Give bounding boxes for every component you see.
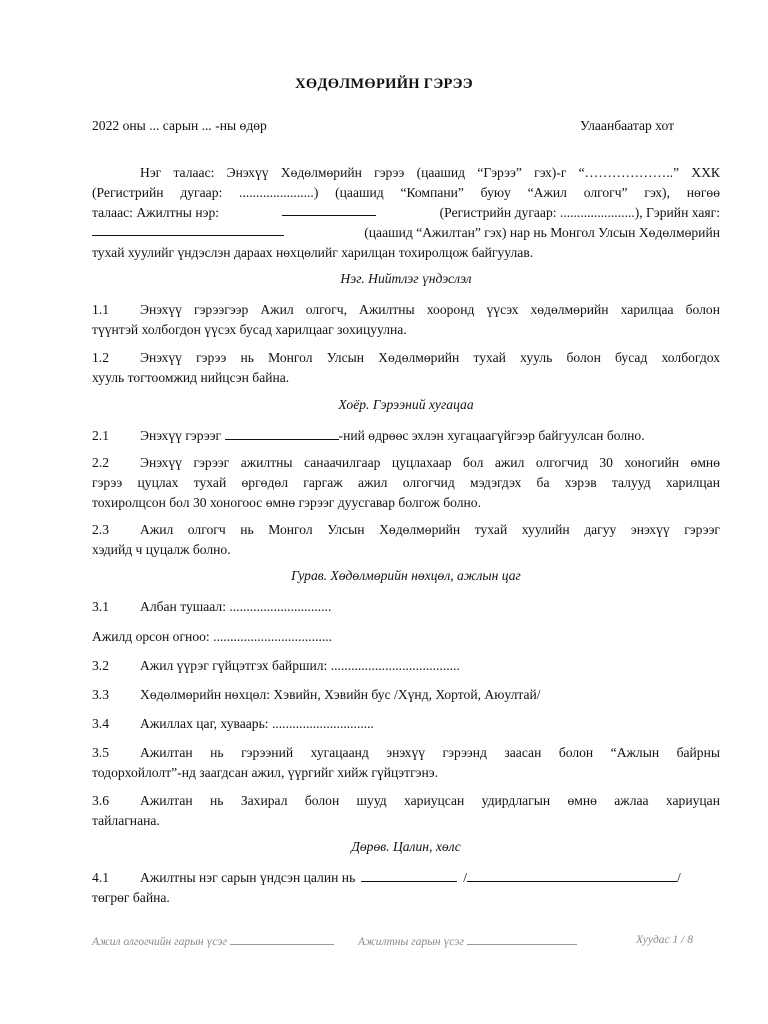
clause-3-2	[92, 656, 720, 676]
clause-text: гэрээ цуцлах тухай өргөдөл гаргаж ажил олгогчид мэдэгдэх ба хэрэв талууд харилцан	[92, 475, 720, 490]
clause-3-1	[92, 597, 720, 617]
clause-number: 1.1	[92, 302, 109, 317]
clause-text: тодорхойлолт”-нд заагдсан ажил, үүргийг хийж гүйцэтгэнэ.	[92, 765, 438, 780]
clause-number: 3.4	[92, 716, 109, 731]
employer-signature-blank[interactable]	[230, 934, 334, 945]
clause-text: Энэхүү гэрээг	[140, 428, 222, 443]
clause-text: түүнтэй холбогдон үүсэх бусад харилцааг зохицуулна.	[92, 322, 407, 337]
employee-register-address: (Регистрийн дугаар: ......................), Гэрийн хаяг:	[439, 205, 720, 220]
clause-2-2	[92, 453, 720, 513]
employer-signature-label: Ажил олгогчийн гарын үсэг	[92, 936, 227, 948]
hire-date-field[interactable]: Ажилд орсон огноо: ...................................	[92, 629, 333, 644]
clause-number: 2.2	[92, 455, 109, 470]
clause-number: 2.3	[92, 522, 109, 537]
clause-text: төгрөг байна.	[92, 890, 170, 905]
clause-number: 3.1	[92, 599, 109, 614]
work-location-field[interactable]: Ажил үүрэг гүйцэтгэх байршил: ......................................	[140, 658, 460, 673]
clause-number: 2.1	[92, 428, 109, 443]
section-4-heading: Дөрөв. Цалин, хөлс	[351, 839, 461, 854]
clause-text: хууль тогтоомжид нийцсэн байна.	[92, 370, 290, 385]
intro-line-4	[92, 223, 720, 243]
clause-text: Ажилтан нь Захирал болон шууд хариуцсан удирдлагын өмнө ажлаа хариуцан	[140, 793, 720, 808]
clause-text: тохиролцсон бол 30 хоногоос өмнө гэрээг дуусгавар болгож болно.	[92, 495, 481, 510]
employee-signature-label: Ажилтны гарын үсэг	[358, 936, 464, 948]
contract-date: 2022 оны ... сарын ... -ны өдөр	[92, 118, 267, 133]
start-date-blank[interactable]	[225, 427, 339, 440]
clause-number: 3.2	[92, 658, 109, 673]
clause-text: Энэхүү гэрээг ажилтны санаачилгаар цуцлахаар бол ажил олгогчид 30 хоногийн өмнө	[140, 455, 720, 470]
clause-3-5	[92, 743, 720, 783]
clause-1-2	[92, 348, 720, 388]
intro-line-1: Нэг талаас: Энэхүү Хөдөлмөрийн гэрээ (цаашид “Гэрээ” гэх)-г “………………..” ХХК	[140, 165, 720, 180]
work-conditions-text: Хөдөлмөрийн нөхцөл: Хэвийн, Хэвийн бус /Хүнд, Хортой, Аюултай/	[140, 687, 541, 702]
clause-3-6	[92, 791, 720, 831]
intro-line-2: (Регистрийн дугаар: ......................) (цаашид “Компани” буюу “Ажил олгогч” гэх), нөгөө	[92, 185, 720, 200]
employee-name-blank[interactable]	[282, 203, 376, 216]
address-blank[interactable]	[92, 223, 284, 236]
clause-text: Ажилтны нэг сарын үндсэн цалин нь	[140, 870, 356, 885]
section-1-heading: Нэг. Нийтлэг үндэслэл	[340, 271, 472, 286]
clause-number: 1.2	[92, 350, 109, 365]
clause-4-1	[92, 868, 720, 908]
clause-2-1	[92, 426, 720, 446]
page-number: Хуудас 1 / 8	[636, 934, 693, 946]
employer-signature	[92, 934, 334, 948]
salary-words-blank[interactable]	[467, 869, 677, 882]
work-schedule-field[interactable]: Ажиллах цаг, хуваарь: ..............................	[140, 716, 374, 731]
intro-line-4-text: (цаашид “Ажилтан” гэх) нар нь Монгол Улсын Хөдөлмөрийн	[364, 225, 720, 240]
clause-number: 4.1	[92, 870, 109, 885]
section-2-heading: Хоёр. Гэрээний хугацаа	[338, 397, 474, 412]
contract-city: Улаанбаатар хот	[580, 118, 675, 133]
employee-signature-blank[interactable]	[467, 934, 577, 945]
intro-line-3	[92, 203, 720, 223]
clause-text: Ажилтан нь гэрээний хугацаанд энэхүү гэрээнд заасан болон “Ажлын байрны	[140, 745, 720, 760]
separator: /	[463, 870, 468, 885]
clause-2-3	[92, 520, 720, 560]
document-title: ХӨДӨЛМӨРИЙН ГЭРЭЭ	[295, 76, 473, 92]
clause-number: 3.5	[92, 745, 109, 760]
clause-text: Энэхүү гэрээгээр Ажил олгогч, Ажилтны хооронд үүсэх хөдөлмөрийн харилцаа болон	[140, 302, 720, 317]
employee-name-label: талаас: Ажилтны нэр:	[92, 205, 220, 220]
salary-amount-blank[interactable]	[361, 869, 457, 882]
clause-number: 3.6	[92, 793, 109, 808]
employee-signature	[358, 934, 577, 948]
clause-text: Энэхүү гэрээ нь Монгол Улсын Хөдөлмөрийн тухай хууль болон бусад холбогдох	[140, 350, 720, 365]
clause-text: Ажил олгогч нь Монгол Улсын Хөдөлмөрийн тухай хуулийн дагуу энэхүү гэрээг	[140, 522, 720, 537]
clause-number: 3.3	[92, 687, 109, 702]
intro-line-5: тухай хуулийг үндэслэн дараах нөхцөлийг харилцан тохиролцож байгуулав.	[92, 245, 534, 260]
section-3-heading: Гурав. Хөдөлмөрийн нөхцөл, ажлын цаг	[291, 568, 521, 583]
clause-text: хэдийд ч цуцалж болно.	[92, 542, 231, 557]
clause-text: тайлагнана.	[92, 813, 160, 828]
position-field[interactable]: Албан тушаал: ..............................	[140, 599, 332, 614]
clause-3-3	[92, 685, 720, 705]
separator: /	[677, 870, 681, 885]
clause-1-1	[92, 300, 720, 340]
clause-3-4	[92, 714, 720, 734]
clause-text: -ний өдрөөс эхлэн хугацаагүйгээр байгуулсан болно.	[338, 428, 645, 443]
